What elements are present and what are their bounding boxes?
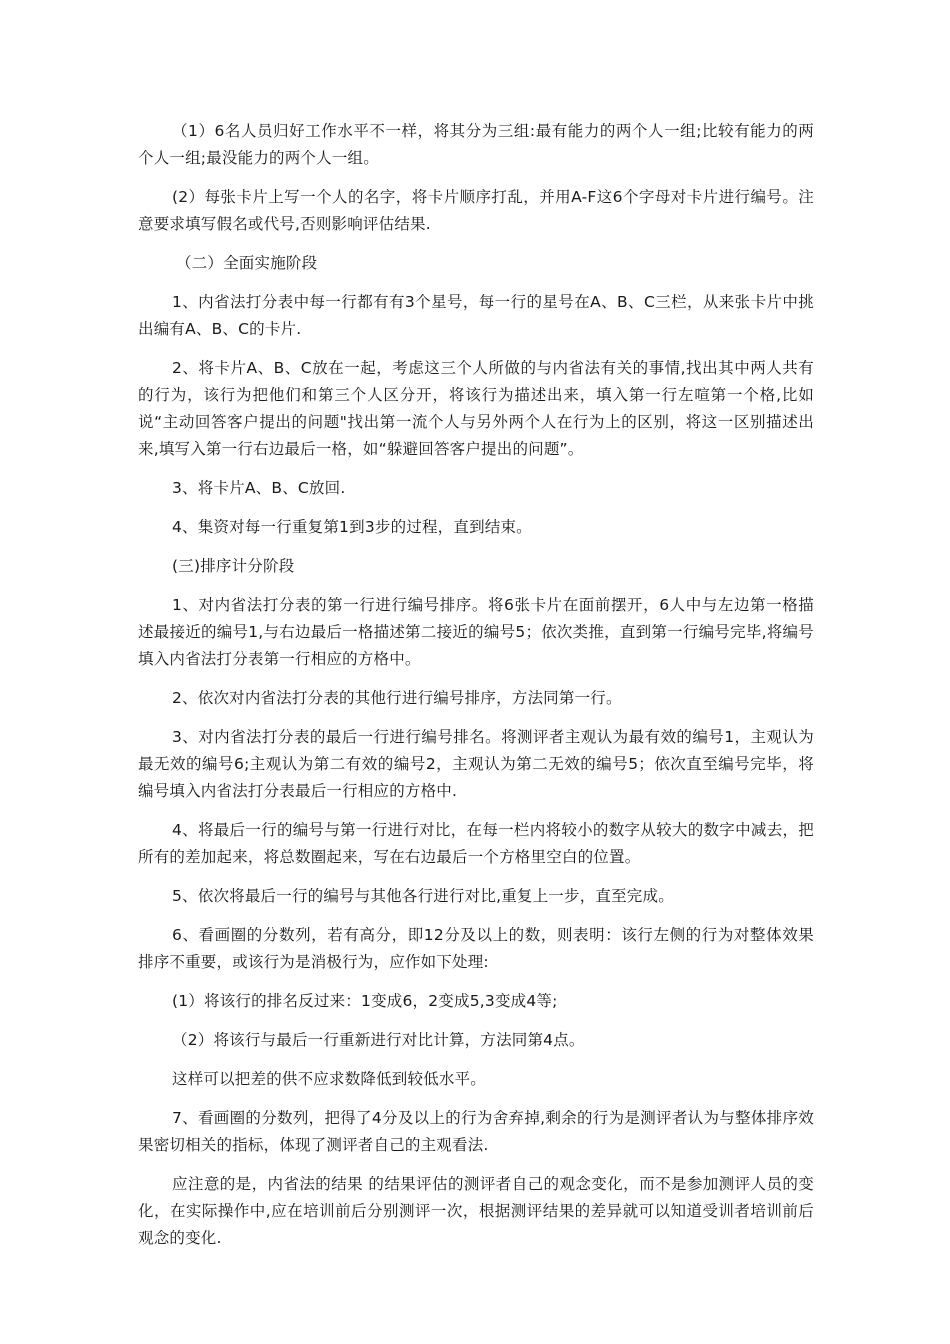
- paragraph: 2、将卡片A、B、C放在一起，考虑这三个人所做的与内省法有关的事情,找出其中两人共有的行为，该行为把他们和第三个人区分开，将该行为描述出来，填入第一行左喧第一个格,比如说“主动回答客户提出的问题"找出第一流个人与另外两个人在行为上的区别，将这一区别描述出来,填写入第一行右边最后一格，如“躲避回答客户提出的问题”。: [138, 359, 814, 458]
- paragraph: （1）6名人员归好工作水平不一样，将其分为三组:最有能力的两个人一组;比较有能力的两个人一组;最没能力的两个人一组。: [138, 122, 814, 167]
- paragraph: 7、看画圈的分数列，把得了4分及以上的行为舍弃掉,剩余的行为是测评者认为与整体排序效果密切相关的指标，体现了测评者自己的主观看法.: [138, 1109, 814, 1154]
- document-page: [138, 118, 814, 1264]
- paragraph: (1）将该行的排名反过来：1变成6，2变成5,3变成4等;: [172, 992, 558, 1010]
- paragraph: 6、看画圈的分数列，若有高分，即12分及以上的数，则表明：该行左侧的行为对整体效果排序不重要，或该行为是消极行为，应作如下处理:: [138, 926, 814, 971]
- paragraph: 1、对内省法打分表的第一行进行编号排序。将6张卡片在面前摆开，6人中与左边第一格描述最接近的编号1,与右边最后一格描述第二接近的编号5；依次类推，直到第一行编号完毕,将编号填入内省法打分表第一行相应的方格中。: [138, 596, 814, 668]
- section-heading: （二）全面实施阶段: [176, 254, 318, 272]
- paragraph: 应注意的是，内省法的结果 的结果评估的测评者自己的观念变化，而不是参加测评人员的变化，在实际操作中,应在培训前后分别测评一次，根据测评结果的差异就可以知道受训者培训前后观念的变化.: [138, 1175, 814, 1247]
- paragraph: (2）每张卡片上写一个人的名字，将卡片顺序打乱，并用A-F这6个字母对卡片进行编号。注意要求填写假名或代号,否则影响评估结果.: [138, 188, 814, 233]
- paragraph: 5、依次将最后一行的编号与其他各行进行对比,重复上一步，直至完成。: [172, 887, 674, 905]
- paragraph: 1、内省法打分表中每一行都有有3个星号，每一行的星号在A、B、C三栏，从来张卡片中挑出编有A、B、C的卡片.: [138, 293, 814, 338]
- paragraph: 4、集资对每一行重复第1到3步的过程，直到结束。: [172, 518, 532, 536]
- paragraph: （2）将该行与最后一行重新进行对比计算，方法同第4点。: [172, 1031, 585, 1049]
- paragraph: 2、依次对内省法打分表的其他行进行编号排序，方法同第一行。: [172, 689, 622, 707]
- paragraph: 这样可以把差的供不应求数降低到较低水平。: [172, 1070, 487, 1088]
- paragraph: 3、对内省法打分表的最后一行进行编号排名。将测评者主观认为最有效的编号1，主观认为最无效的编号6;主观认为第二有效的编号2，主观认为第二无效的编号5；依次直至编号完毕，将编号填入内省法打分表最后一行相应的方格中.: [138, 728, 814, 800]
- section-heading: (三)排序计分阶段: [172, 557, 295, 575]
- paragraph: 3、将卡片A、B、C放回.: [172, 479, 346, 497]
- paragraph: 4、将最后一行的编号与第一行进行对比，在每一栏内将较小的数字从较大的数字中减去，把所有的差加起来，将总数圈起来，写在右边最后一个方格里空白的位置。: [138, 821, 814, 866]
